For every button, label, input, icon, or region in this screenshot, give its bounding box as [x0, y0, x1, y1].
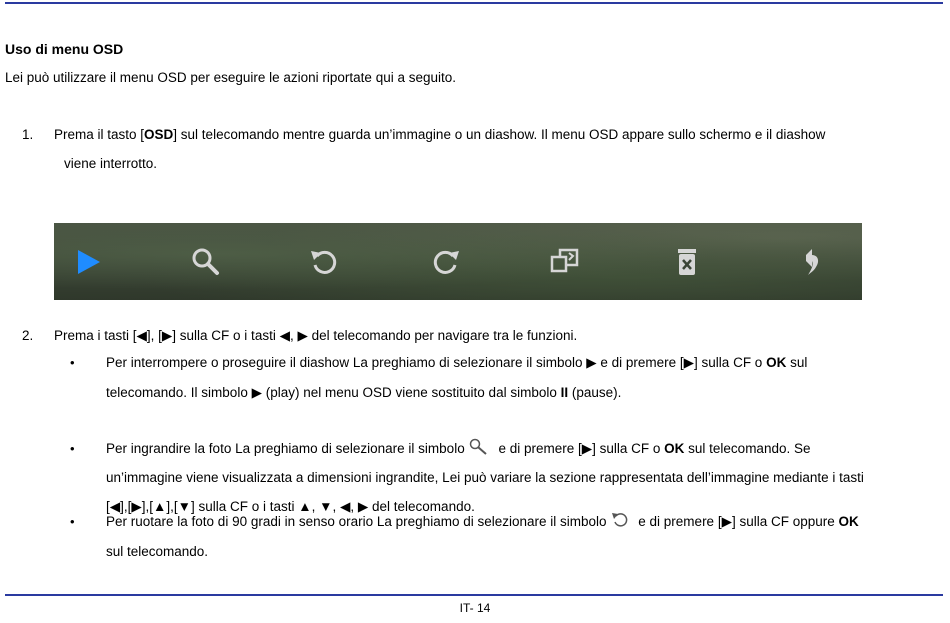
bullet-1-marker: • [70, 355, 75, 370]
return-icon[interactable] [792, 245, 826, 279]
rotate-counterclockwise-icon [611, 511, 631, 538]
zoom-icon[interactable] [189, 245, 223, 279]
bullet-2-line-1: Per ingrandire la foto La preghiamo di selezionare il simbolo e di premere [▶] sulla CF o OK sul telecomando. Se [106, 435, 941, 465]
rotate-clockwise-icon[interactable] [428, 245, 462, 279]
bullet-1-line-2: telecomando. Il simbolo ▶ (play) nel menu OSD viene sostituito dal simbolo II (pause). [106, 385, 622, 400]
step-1-number: 1. [22, 127, 34, 142]
delete-icon[interactable] [670, 245, 704, 279]
zoom-icon [469, 438, 491, 465]
step-1-line-1: Prema il tasto [OSD] sul telecomando mentre guarda un’immagine o un diashow. Il menu OSD appare sullo schermo e il diashow [54, 127, 826, 142]
step-2-text: Prema i tasti [◀], [▶] sulla CF o i tasti ◀, ▶ del telecomando per navigare tra le funzioni. [54, 328, 578, 343]
top-rule [5, 2, 943, 4]
bullet-2-line-3: [◀],[▶],[▲],[▼] sulla CF o i tasti ▲, ▼, ◀, ▶ del telecomando. [106, 499, 475, 514]
bullet-2-marker: • [70, 441, 75, 456]
section-title: Uso di menu OSD [5, 41, 124, 57]
intro-text: Lei può utilizzare il menu OSD per eseguire le azioni riportate qui a seguito. [5, 70, 456, 85]
bullet-3-line-1: Per ruotare la foto di 90 gradi in senso orario La preghiamo di selezionare il simbolo e di premere [▶] sulla CF oppure OK [106, 508, 941, 538]
step-2-number: 2. [22, 328, 34, 343]
step-1-line-2: viene interrotto. [64, 156, 158, 171]
bullet-2-line-2: un’immagine viene visualizzata a dimensioni ingrandite, Lei può variare la sezione rappresentata dell’immagine mediante i tasti [106, 470, 864, 485]
bullet-3-line-2: sul telecomando. [106, 544, 209, 559]
slideshow-icon[interactable] [548, 245, 582, 279]
rotate-counterclockwise-icon[interactable] [308, 245, 342, 279]
osd-menu-bar [54, 223, 862, 300]
page-number: IT- 14 [459, 601, 491, 615]
bullet-1-line-1: Per interrompere o proseguire il diashow La preghiamo di selezionare il simbolo ▶ e di premere [▶] sulla CF o OK sul [106, 355, 808, 370]
bullet-3-marker: • [70, 514, 75, 529]
play-icon[interactable] [72, 245, 106, 279]
bottom-rule [5, 594, 943, 596]
